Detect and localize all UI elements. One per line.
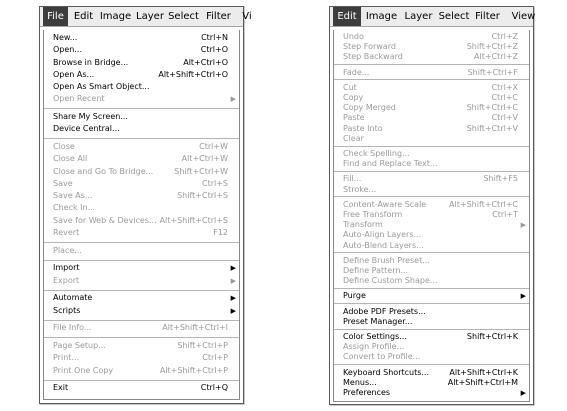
menu-item-label: Assign Profile... <box>343 342 405 352</box>
menu-item-shortcut: Ctrl+C <box>491 93 518 102</box>
menu-item-content-aware-scale[interactable] <box>334 200 529 210</box>
menu-item-shortcut: Alt+Ctrl+O <box>183 57 228 67</box>
menu-item-convert-to-profile[interactable] <box>334 352 529 362</box>
menu-separator <box>334 252 529 253</box>
menu-item-close-all[interactable] <box>44 154 239 164</box>
menu-item-step-forward[interactable] <box>334 42 529 52</box>
menu-separator <box>334 303 529 304</box>
menu-item-label: Close <box>53 142 75 151</box>
menu-item-keyboard-shortcuts[interactable] <box>334 368 529 378</box>
menu-separator <box>44 260 239 261</box>
menu-item-shortcut: Ctrl+X <box>491 82 518 92</box>
menu-item-shortcut: Alt+Shift+Ctrl+O <box>158 69 228 79</box>
menu-item-shortcut: Alt+Ctrl+W <box>181 154 228 164</box>
menu-item-auto-blend-layers[interactable] <box>334 241 529 251</box>
menu-item-file-info[interactable] <box>44 323 239 333</box>
menu-separator <box>44 320 239 321</box>
menu-item-label: Open As... <box>53 69 95 79</box>
menu-item-label: Automate <box>53 293 93 303</box>
menu-item-shortcut: Shift+Ctrl+F <box>467 67 518 77</box>
menu-item-preset-manager[interactable] <box>334 317 529 327</box>
menu-item-label: Copy Merged <box>343 103 396 113</box>
menu-item-label: Clear <box>343 133 364 143</box>
menu-item-label: Open Recent <box>53 94 105 104</box>
menu-item-shortcut: Alt+Shift+Ctrl+S <box>159 215 228 225</box>
menu-item-label: Device Central... <box>53 124 120 134</box>
menu-item-label: Save <box>53 178 73 188</box>
menu-item-shortcut: Ctrl+W <box>199 142 228 151</box>
menu-item-save-for-web-and-devices[interactable] <box>44 216 239 226</box>
menu-item-purge[interactable] <box>334 291 529 301</box>
menu-item-import[interactable] <box>44 263 239 273</box>
menu-item-label: Exit <box>53 383 69 393</box>
menu-item-shortcut: Ctrl+V <box>491 113 518 123</box>
edit-menu-dropdown <box>333 30 530 402</box>
menu-item-assign-profile[interactable] <box>334 342 529 352</box>
submenu-arrow-icon: ▶ <box>230 306 236 315</box>
menubar-view[interactable]: View <box>511 11 536 22</box>
menu-item-label: Step Backward <box>343 52 403 62</box>
menu-item-undo[interactable] <box>334 32 529 42</box>
menu-item-shortcut: Alt+Shift+Ctrl+M <box>447 377 518 387</box>
menu-bar <box>330 7 536 27</box>
menu-item-shortcut: Alt+Shift+Ctrl+P <box>159 365 228 375</box>
menu-item-shortcut: Shift+F5 <box>483 174 518 184</box>
menu-item-transform[interactable] <box>334 220 529 230</box>
menu-item-cut[interactable] <box>334 83 529 93</box>
menu-item-label: Stroke... <box>343 184 377 194</box>
menu-item-exit[interactable] <box>44 383 239 393</box>
menu-item-shortcut: Shift+Ctrl+C <box>466 103 518 113</box>
submenu-arrow-icon: ▶ <box>230 294 236 303</box>
menu-item-label: Check In... <box>53 203 96 213</box>
menu-item-find-and-replace-text[interactable] <box>334 159 529 169</box>
submenu-arrow-icon: ▶ <box>230 264 236 273</box>
menu-separator <box>44 380 239 381</box>
menu-item-label: Fill... <box>343 174 362 184</box>
menu-item-shortcut: Ctrl+O <box>200 45 228 55</box>
menu-item-open-as[interactable] <box>44 70 239 80</box>
menu-item-automate[interactable] <box>44 293 239 303</box>
menu-item-define-pattern[interactable] <box>334 266 529 276</box>
menu-item-label: Revert <box>53 227 80 237</box>
menu-item-label: Preset Manager... <box>343 316 413 326</box>
menu-item-label: Preferences <box>343 388 391 397</box>
menu-item-label: Paste <box>343 113 365 123</box>
menu-item-label: Browse in Bridge... <box>53 57 129 67</box>
menubar-image[interactable]: Image <box>99 11 132 22</box>
menu-item-adobe-pdf-presets[interactable] <box>334 307 529 317</box>
menu-item-label: Page Setup... <box>53 341 106 350</box>
menu-separator <box>44 290 239 291</box>
menu-item-device-central[interactable] <box>44 124 239 134</box>
menu-item-label: Save for Web & Devices... <box>53 215 157 225</box>
menu-item-label: Content-Aware Scale <box>343 199 427 209</box>
submenu-arrow-icon: ▶ <box>520 389 526 397</box>
menu-item-label: Open... <box>53 45 82 55</box>
menu-item-fill[interactable] <box>334 174 529 184</box>
file-menu-dropdown <box>43 30 240 400</box>
menu-item-shortcut: Alt+Ctrl+Z <box>474 52 518 62</box>
menu-item-label: Free Transform <box>343 210 403 219</box>
menu-separator <box>334 79 529 80</box>
menu-item-shortcut: Ctrl+T <box>492 210 518 219</box>
menu-item-shortcut: Alt+Shift+Ctrl+I <box>162 323 228 333</box>
menu-item-label: Check Spelling... <box>343 149 410 158</box>
menu-item-label: Close All <box>53 154 88 164</box>
menu-item-open-recent[interactable] <box>44 94 239 104</box>
menu-item-check-spelling[interactable] <box>334 149 529 159</box>
menu-item-auto-align-layers[interactable] <box>334 230 529 240</box>
menu-item-label: Undo <box>343 32 364 41</box>
menubar-edit[interactable]: Edit <box>73 11 94 22</box>
menu-item-new[interactable] <box>44 33 239 43</box>
menu-item-label: Place... <box>53 245 82 255</box>
menu-item-label: Print One Copy <box>53 365 114 375</box>
menu-item-label: Keyboard Shortcuts... <box>343 367 430 377</box>
menu-separator <box>44 108 239 109</box>
menu-item-label: Print... <box>53 353 80 363</box>
menu-item-preferences[interactable] <box>334 388 529 398</box>
menu-item-save-as[interactable] <box>44 191 239 201</box>
menu-item-paste[interactable] <box>334 113 529 123</box>
menu-item-check-in[interactable] <box>44 203 239 213</box>
menu-item-label: Purge <box>343 291 366 301</box>
file-menu-screenshot <box>39 6 252 404</box>
menu-item-stroke[interactable] <box>334 185 529 195</box>
menu-item-shortcut: Ctrl+Q <box>200 383 228 393</box>
menu-item-shortcut: Alt+Shift+Ctrl+C <box>449 199 518 209</box>
menu-item-label: Share My Screen... <box>53 112 128 121</box>
menu-item-label: Adobe PDF Presets... <box>343 306 426 316</box>
menu-item-close-and-go-to-bridge[interactable] <box>44 167 239 177</box>
menu-item-color-settings[interactable] <box>334 332 529 342</box>
menu-separator <box>334 364 529 365</box>
menu-item-print[interactable] <box>44 353 239 363</box>
menu-item-place[interactable] <box>44 246 239 256</box>
menu-item-label: Close and Go To Bridge... <box>53 166 154 176</box>
menu-item-label: Define Brush Preset... <box>343 255 430 265</box>
menu-item-label: Fade... <box>343 67 370 77</box>
menu-item-shortcut: Alt+Shift+Ctrl+K <box>449 367 518 377</box>
menu-item-label: Convert to Profile... <box>343 352 421 362</box>
menu-item-page-setup[interactable] <box>44 341 239 351</box>
menu-item-label: New... <box>53 33 78 42</box>
menu-item-label: Save As... <box>53 191 93 200</box>
submenu-arrow-icon: ▶ <box>230 95 236 104</box>
menu-item-label: Export <box>53 275 80 285</box>
menu-item-label: Auto-Blend Layers... <box>343 240 424 250</box>
menu-item-define-brush-preset[interactable] <box>334 256 529 266</box>
menubar-filter[interactable]: Filter <box>206 11 231 22</box>
menu-item-share-my-screen[interactable] <box>44 112 239 122</box>
menu-item-label: Transform <box>343 220 383 230</box>
menu-item-label: Define Custom Shape... <box>343 276 438 286</box>
menu-item-shortcut: Ctrl+S <box>201 178 228 188</box>
menu-item-shortcut: Shift+Ctrl+P <box>177 341 228 350</box>
menu-item-label: Auto-Align Layers... <box>343 230 422 240</box>
menu-item-clear[interactable] <box>334 134 529 144</box>
menubar-filter[interactable]: Filter <box>475 11 500 22</box>
menubar-vi[interactable]: Vi <box>242 11 252 22</box>
menu-separator <box>334 196 529 197</box>
menu-separator <box>334 171 529 172</box>
submenu-arrow-icon: ▶ <box>520 221 526 230</box>
menu-separator <box>334 288 529 289</box>
menu-item-scripts[interactable] <box>44 306 239 316</box>
menu-bar <box>40 7 252 27</box>
menu-item-save[interactable] <box>44 179 239 189</box>
menubar-layer[interactable]: Layer <box>136 11 164 22</box>
menu-separator <box>44 242 239 243</box>
menu-item-label: Menus... <box>343 377 377 387</box>
menu-item-shortcut: Ctrl+Z <box>491 32 518 41</box>
menu-item-paste-into[interactable] <box>334 124 529 134</box>
menu-item-browse-in-bridge[interactable] <box>44 58 239 68</box>
menu-item-label: File Info... <box>53 323 92 333</box>
menu-item-copy[interactable] <box>334 93 529 103</box>
submenu-arrow-icon: ▶ <box>230 276 236 285</box>
menu-item-shortcut: Ctrl+P <box>202 353 228 363</box>
menubar-select[interactable]: Select <box>438 11 470 22</box>
menu-item-shortcut: Ctrl+N <box>201 33 228 42</box>
menu-item-shortcut: F12 <box>213 227 228 237</box>
menu-separator <box>334 64 529 65</box>
menu-separator <box>44 138 239 139</box>
menubar-file[interactable]: File <box>43 7 68 26</box>
menu-item-shortcut: Shift+Ctrl+V <box>466 123 518 133</box>
menu-item-shortcut: Shift+Ctrl+S <box>177 191 228 200</box>
edit-menu-screenshot <box>329 6 534 405</box>
menu-item-open[interactable] <box>44 45 239 55</box>
menu-item-close[interactable] <box>44 142 239 152</box>
menu-item-print-one-copy[interactable] <box>44 366 239 376</box>
menu-item-label: Cut <box>343 82 357 92</box>
menu-item-free-transform[interactable] <box>334 210 529 220</box>
menu-item-step-backward[interactable] <box>334 52 529 62</box>
menu-separator <box>334 146 529 147</box>
menu-item-label: Define Pattern... <box>343 266 409 275</box>
menu-item-label: Color Settings... <box>343 332 407 341</box>
menu-item-label: Paste Into <box>343 123 383 133</box>
menubar-edit[interactable]: Edit <box>333 7 361 26</box>
menu-item-shortcut: Shift+Ctrl+K <box>466 332 518 341</box>
menu-item-shortcut: Shift+Ctrl+Z <box>466 42 518 52</box>
menu-item-shortcut: Shift+Ctrl+W <box>174 166 228 176</box>
menu-item-menus[interactable] <box>334 378 529 388</box>
menu-item-define-custom-shape[interactable] <box>334 276 529 286</box>
menu-item-fade[interactable] <box>334 68 529 78</box>
menu-item-label: Copy <box>343 93 364 102</box>
menubar-image[interactable]: Image <box>365 11 398 22</box>
menu-item-export[interactable] <box>44 276 239 286</box>
menu-item-revert[interactable] <box>44 228 239 238</box>
submenu-arrow-icon: ▶ <box>520 292 526 301</box>
menu-item-open-as-smart-object[interactable] <box>44 82 239 92</box>
menu-item-label: Find and Replace Text... <box>343 159 438 169</box>
menu-item-label: Open As Smart Object... <box>53 82 150 91</box>
menu-item-label: Import <box>53 263 80 273</box>
menu-item-copy-merged[interactable] <box>334 103 529 113</box>
menu-separator <box>44 337 239 338</box>
menu-item-label: Step Forward <box>343 42 396 52</box>
menubar-select[interactable]: Select <box>168 11 199 22</box>
menu-item-label: Scripts <box>53 305 81 315</box>
menu-separator <box>334 329 529 330</box>
menubar-layer[interactable]: Layer <box>404 11 433 22</box>
